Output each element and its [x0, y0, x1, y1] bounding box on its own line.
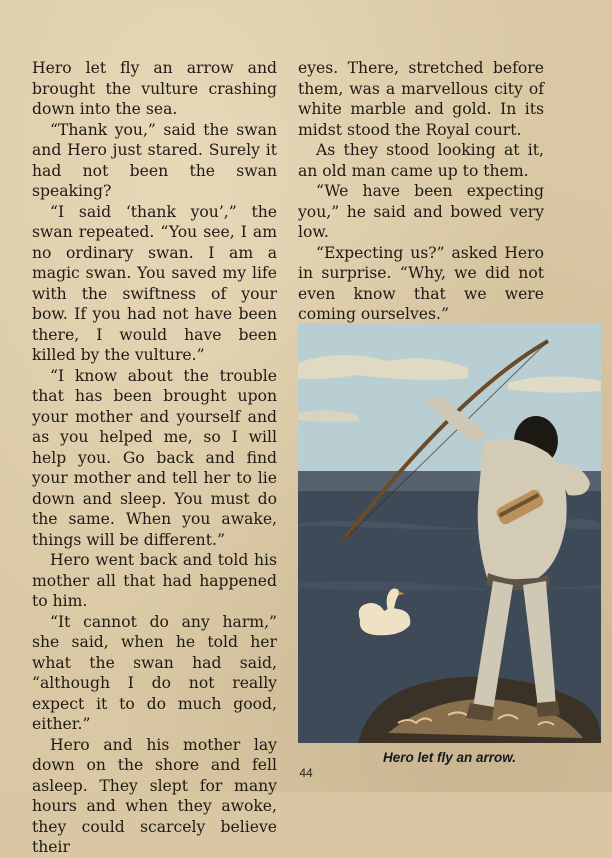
right-text-column: [298, 58, 544, 345]
paragraph: “I said ‘thank you’,” the swan repeated. “You see, I am no ordinary swan. I am a magic swan. You saved my life with the swiftness of your bow. If you had not have been there, I would have been killed by the vulture.”: [32, 202, 277, 364]
paragraph: “We have been expecting you,” he said and bowed very low.: [298, 182, 544, 241]
paragraph: “I know about the trouble that has been brought upon your mother and yourself and as you helped me, so I will help you. Go back and find your mother and tell her to lie down and sleep. You must do the same. When you awake, things will be different.”: [32, 366, 277, 549]
illustration-caption: Hero let fly an arrow.: [382, 750, 517, 765]
page-number: 44: [299, 766, 313, 780]
paragraph: Hero went back and told his mother all that had happened to him.: [32, 551, 277, 610]
archer-illustration: [298, 323, 601, 743]
paragraph: eyes. There, stretched before them, was a marvellous city of white marble and gold. In its midst stood the Royal court.: [298, 59, 544, 139]
left-text-column: [32, 58, 277, 858]
paragraph: Hero and his mother lay down on the shore and fell asleep. They slept for many hours and when they awoke, they could scarcely believe their: [32, 735, 277, 856]
paragraph: “Thank you,” said the swan and Hero just stared. Surely it had not been the swan speaking?: [32, 120, 277, 200]
paragraph: Hero let fly an arrow and brought the vulture crashing down into the sea.: [32, 59, 277, 118]
paragraph: “Expecting us?” asked Hero in surprise. “Why, we did not even know that we were coming ourselves.”: [298, 243, 544, 323]
paragraph: As they stood looking at it, an old man came up to them.: [298, 141, 544, 180]
paragraph: “It cannot do any harm,” she said, when he told her what the swan had said, “although I do not really expect it to do much good, either.”: [32, 612, 277, 733]
